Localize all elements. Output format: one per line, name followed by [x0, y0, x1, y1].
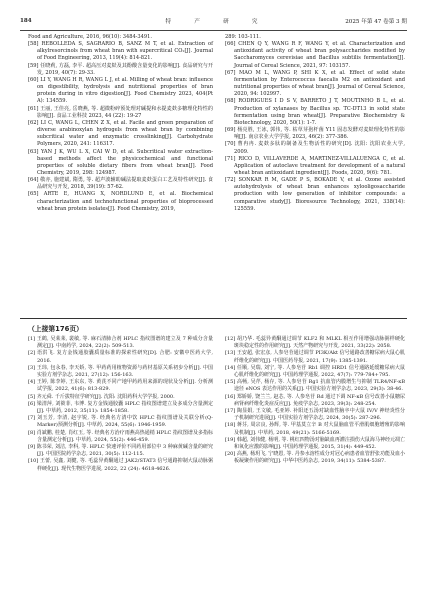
section-divider [20, 318, 407, 319]
reference-item: [58] REBOLLEDA S, SAGRARIO B, SANZ M T, et al. Extraction of alkylresorcinols from wheat bran with supercritical CO₂[J]. Journal of Food Engineering, 2013, 119(4): 814-821. [28, 41, 213, 62]
reference-item: [15] 高畅, 吴芹, 杨存, 等. 人参皂苷 Rg1 抗血管内膜增生与抑制 TLR4/NF-κB 途径 eNOS 表达作用的关系[J]. 中国实验方剂学杂志, 2023, 29(3): 38-46. [225, 379, 405, 393]
reference-item: [13] 王安超, 张宏彦, 人参皂苷通过调节 PI3K/Akt 信号通路改善糖尿病大鼠心肌纤维化的研究[J]. 中国医药导报, 2021, 17(9): 1385-1391. [225, 350, 405, 364]
issue-info: 2025 年第 47 卷第 3 期 [345, 19, 407, 25]
reference-item: [8] 肖斌鹏, 桂楚, 肖红玉, 等. 经典名方治疗雨燕高热通梢 HPLC 指纹图谱及多指标含量测定分析[J]. 中草药, 2024, 55(2): 446-459. [28, 429, 213, 443]
reference-item: [67] MAO M L, WANG P, SHI K X, et al. Effect of solid state fermentation by Enterococcus faecalis M2 on antioxidant and nutritional properties of wheat bran[J]. Journal of Cereal Science, 2020, 94: 102997. [225, 69, 405, 98]
top-refs-left-column [28, 34, 213, 213]
running-header [20, 14, 407, 31]
reference-item: [71] RICO D, VILLAVERDE A, MARTINEZ-VILLALUENGA C, et al. Application of autoclave treatment for development of a natural wheat bran antioxidant ingredient[J]. Foods, 2020, 9(6): 781. [225, 155, 405, 176]
reference-item: [66] CHEN Q Y, WANG R F, WANG Y, et al. Characterization and antioxidant activity of wheat bran polysaccharides modified by Saccharomyces cerevisiae and Bacillus subtilis fermentation[J]. Journal of Cereal Science, 2021, 97: 103157. [225, 41, 405, 69]
reference-item: [16] 郑娇娇, 饶兰兰, 赵芯, 等. 人参皂苷 Rd 通过下调 NF-κB 信号改善小鼠糖尿病肾病纤维化炎症反应[J]. 免疫学杂志, 2023, 39(3): 248-254. [225, 393, 405, 407]
reference-item: [2] 语洪飞. 复方金钱通胶囊质量标准的探索性研究[D]. 合肥: 安徽中医药大学, 2016. [28, 350, 213, 364]
reference-item: [7] 刘玉芳, 李清, 赵宇锐, 等. 经典名方清中饮 HPLC 指纹图谱及关联分析(Q-Marker)预测分析[J]. 中草药, 2024, 55(6): 1946-1959. [28, 415, 213, 429]
reference-item: [9] 陈书荣, 刘洁, 李科, 等. HPLC 快速评价不同药用部位中 3 种麻黄碱含量的研究[J]. 中国医院药学杂志, 2021, 30(5): 112-115. [28, 444, 213, 458]
continuation-title: （上接第176页） [28, 325, 83, 333]
reference-item: [12] 胡乃华. 毛蕊异黄酮通过调节 KLF2 和 MLKL 相互作用增强动脉粥样硬化斑块稳定性的作用研究[J]. 天然产物研究与开发, 2021, 33(22): 2058. [225, 336, 405, 350]
reference-item: [69] 杨亮胜, 王冰, 郭伟, 等. 枯草芽孢杆菌 Y11 固态发酵对麦麸理化特性的影响[J]. 南京农业大学学报, 2023, 46(2): 377-386. [225, 127, 405, 141]
reference-item: [65] ARTE E, HUANG X, NORDLUND E, et al. Biochemical characterization and technofunctional properties of bioprocessed wheat bran protein isolates[J]. Food Chemistry, 2019, [28, 191, 213, 212]
top-refs-right-column [225, 34, 405, 213]
reference-item: 289: 103-111. [225, 34, 261, 40]
reference-item: [3] 王玮, 包永春, 李天娇, 等. 甲药药用植物资源与药材基原关系初步分析[J]. 中国实验方剂学杂志, 2021, 27(12): 156-163. [28, 364, 213, 379]
reference-item: [6] 梁清萍, 刘筱菲, 韦博. 复方金钱通胶囊 HPLC 指纹图谱建立及多成分含量测定[J]. 中草药, 2012, 35(11): 1854-1858. [28, 400, 213, 415]
page-number: 184 [20, 18, 32, 24]
reference-item: Food and Agriculture, 2016, 96(10): 3484-3491. [28, 34, 152, 40]
reference-item: [1] 王鹤, 吴莱莱, 裴敏, 等. 麻石清肺合剂 HPLC 指纹图谱的建立及 7 种成分含量测定[J]. 中南药学, 2024, 22(2): 509-513. [28, 336, 213, 350]
reference-item: [60] LI Y, WANG H R, WANG L J, et al. Milling of wheat bran: influence on digestibility, hydrolysis and nutritional properties of bran protein during in vitro digestion[J]. Food Chemistry 2023, 404(Pt A): 134559. [28, 76, 213, 105]
bottom-refs-left-column [28, 336, 213, 473]
reference-item: [59] 任晓莉, 方磊, 李平. 超高压对麦麸及其酚酸含量变化的影响[J]. 食品研究与开发, 2019, 40(7): 29-33. [28, 62, 213, 76]
reference-item: [70] 曹冉冉. 麦麸多肽的制备及生物活性的研究[D]. 沈阳: 沈阳农业大学, 2009. [225, 141, 405, 155]
reference-item: [72] SONKAR R M, GADE P S, BOKADE V, et al. Ozone assisted autohydrolysis of wheat bran enhances xylooligosaccharide production with low generation of inhibitor compounds: a comparative study[J]. Bioresource Technology, 2021, 338(14): 125559. [225, 177, 405, 212]
journal-name: 特 产 研 究 [165, 19, 262, 25]
reference-item: [5] 齐元舜. 千斤拔特征学研究[J]. 沈阳: 沈阳药科大学学报, 2000. [28, 393, 175, 400]
reference-item: [68] RODRIGUES I D S V, BARRETO J T, MOUTINHO B L, et al. Production of xylanases by Bacillus sp. TC-DT13 in solid state fermentation using bran wheat[J]. Preparative Biochemistry & Biotechnology, 2020, 50(1): 1-7. [225, 98, 405, 126]
reference-item: [62] LI C, WANG L, CHEN Z X, et al. Facile and green preparation of diverse arabinoxylan hydrogels from wheat bran by combining subcritical water and enzymatic crosslinking[J]. Carbohydrate Polymers, 2020, 241: 116317. [28, 119, 213, 148]
reference-item: [19] 韩超, 刘伟健, 杨明, 等. 桃红四物汤对脑缺血再灌注损伤大鼠海马神经元凋亡和氧化应激的影响[J]. 中国药理学通报, 2015, 31(4): 449-452. [225, 436, 405, 451]
reference-item: [63] YAN J K, WU L X, CAI W D, et al. Subcritical water extraction-based methods affect the physicochemical and functional properties of soluble dietary fibers from wheat bran[J]. Food Chemistry, 2019, 298: 124987. [28, 148, 213, 176]
reference-item: [10] 王蕾, 吴鑫, 刘健, 等. 毛蕊异黄酮通过 JAK2/STAT3 信号通路抑制大鼠动脉粥样硬化[J]. 现代生物医学进展, 2022, 22 (24): 4618-4626. [28, 458, 213, 472]
bottom-refs-right-column [225, 336, 405, 466]
reference-item: [14] 任顺, 吴瑞, 刘宁, 等. 人参皂苷 Rb1 调控 HRD1 信号通路延缓糖尿病大鼠心肌纤维化的研究[J]. 中国药理学通报, 2022, 47(7): 779-784+795. [225, 364, 405, 379]
reference-item: [17] 陶显娟, 王文敏, 毛亚婷. 补阳还五汤对缺血性脑卒中大鼠 IV/V 神经炎性分子机制研究进展[J]. 中国实验方剂学杂志, 2024, 30(5): 287-296. [225, 408, 405, 422]
reference-item: [18] 蒋芬, 周宗良, 孙辉, 等. 甲基莫立辛 B 对大鼠脑血管平滑肌细胞增殖的影响及机制[J]. 中草药, 2018, 49(21): 5166-5169. [225, 422, 405, 436]
reference-item: [64] 敬亦, 施建斌, 隋勇, 等. 超声波辅助碱法提取麦麸蛋白工艺及特性研究[J]. 食品研究与开发, 2018, 39(19): 57-62. [28, 177, 213, 191]
reference-item: [20] 高燕, 杨玥飞, 宁晓恩, 等. 丹参水溶性成分对冠心病患者血管舒张功能及血小板凝聚作用的研究[J]. 中华中医药杂志, 2019, 34(11): 5384-5387. [225, 451, 405, 465]
reference-item: [61] 王丽, 王佳亮, 岳晓燕, 等. 超微粉碎预处理对碱提和水提麦麸多糖理化特性的影响[J]. 食品工业科技 2023, 44 (22): 19-27 [28, 105, 213, 119]
reference-item: [4] 王婷, 陈李婷, 王东东, 等. 黄芪不同产地甲药药用来源的现状及分析[J]. 分析测试学报, 2022, 41(6): 813-829. [28, 379, 213, 393]
